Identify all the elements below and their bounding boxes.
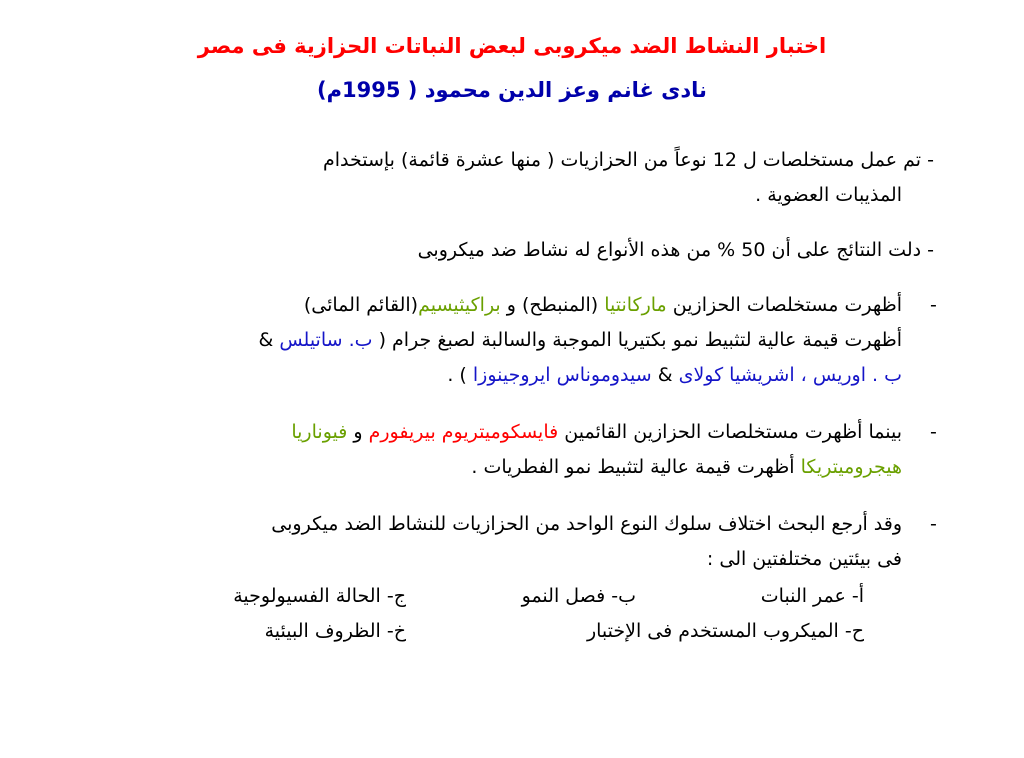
paragraph-3-line-3: ب . اوريس ، اشريشيا كولاى & سيدوموناس ايروجينوزا ) .	[447, 364, 902, 386]
species-physcomitrium: فايسكوميتريوم بيريفورم	[368, 421, 559, 443]
slide-title: اختبار النشاط الضد ميكروبى لبعض النباتات الحزازية فى مصر	[197, 34, 827, 58]
authors-line: نادى غانم وعز الدين محمود ( 1995م)	[317, 78, 707, 102]
paragraph-4-line-2: هيجروميتريكا أظهرت قيمة عالية لتثبيط نمو الفطريات .	[471, 456, 902, 478]
paragraph-3-line-2: أظهرت قيمة عالية لتثبيط نمو بكتيريا الموجبة والسالبة لصبغ جرام ( ب. ساتيلس &	[258, 329, 902, 351]
bacteria-pseudomonas: سيدوموناس ايروجينوزا	[472, 364, 652, 386]
species-marchantia: ماركانتيا	[604, 294, 667, 316]
paragraph-1-line-1: - تم عمل مستخلصات ل 12 نوعاً من الحزازيات ( منها عشرة قائمة) بإستخدام	[322, 149, 934, 171]
factor-kh: خ- الظروف البيئية	[264, 620, 406, 642]
factor-b: ب- فصل النمو	[521, 585, 636, 607]
factor-h: ح- الميكروب المستخدم فى الإختبار	[586, 620, 864, 642]
factor-j: ج- الحالة الفسيولوجية	[233, 585, 406, 607]
bacteria-b-subtilis: ب. ساتيلس	[279, 329, 373, 351]
bacteria-aureus-ecoli: ب . اوريس ، اشريشيا كولاى	[678, 364, 902, 386]
paragraph-5-line-2: فى بيئتين مختلفتين الى :	[706, 548, 902, 570]
factor-a: أ- عمر النبات	[760, 585, 864, 607]
paragraph-5-line-1: وقد أرجع البحث اختلاف سلوك النوع الواحد من الحزازيات للنشاط الضد ميكروبى	[271, 513, 902, 535]
bullet-dash: -	[930, 294, 937, 316]
species-funaria: فيوناريا	[291, 421, 348, 443]
bullet-dash: -	[930, 513, 937, 535]
species-brachythecium: براكيثيسيم	[418, 294, 501, 316]
paragraph-2: - دلت النتائج على أن 50 % من هذه الأنواع له نشاط ضد ميكروبى	[417, 239, 934, 261]
species-hygrometrica: هيجروميتريكا	[800, 456, 902, 478]
paragraph-4-line-1: بينما أظهرت مستخلصات الحزازين القائمين فايسكوميتريوم بيريفورم و فيوناريا	[291, 421, 902, 443]
bullet-dash: -	[930, 421, 937, 443]
paragraph-3-line-1: أظهرت مستخلصات الحزازين ماركانتيا (المنبطح) و براكيثيسيم(القائم المائى)	[303, 294, 902, 316]
paragraph-1-line-2: المذيبات العضوية .	[755, 184, 902, 206]
